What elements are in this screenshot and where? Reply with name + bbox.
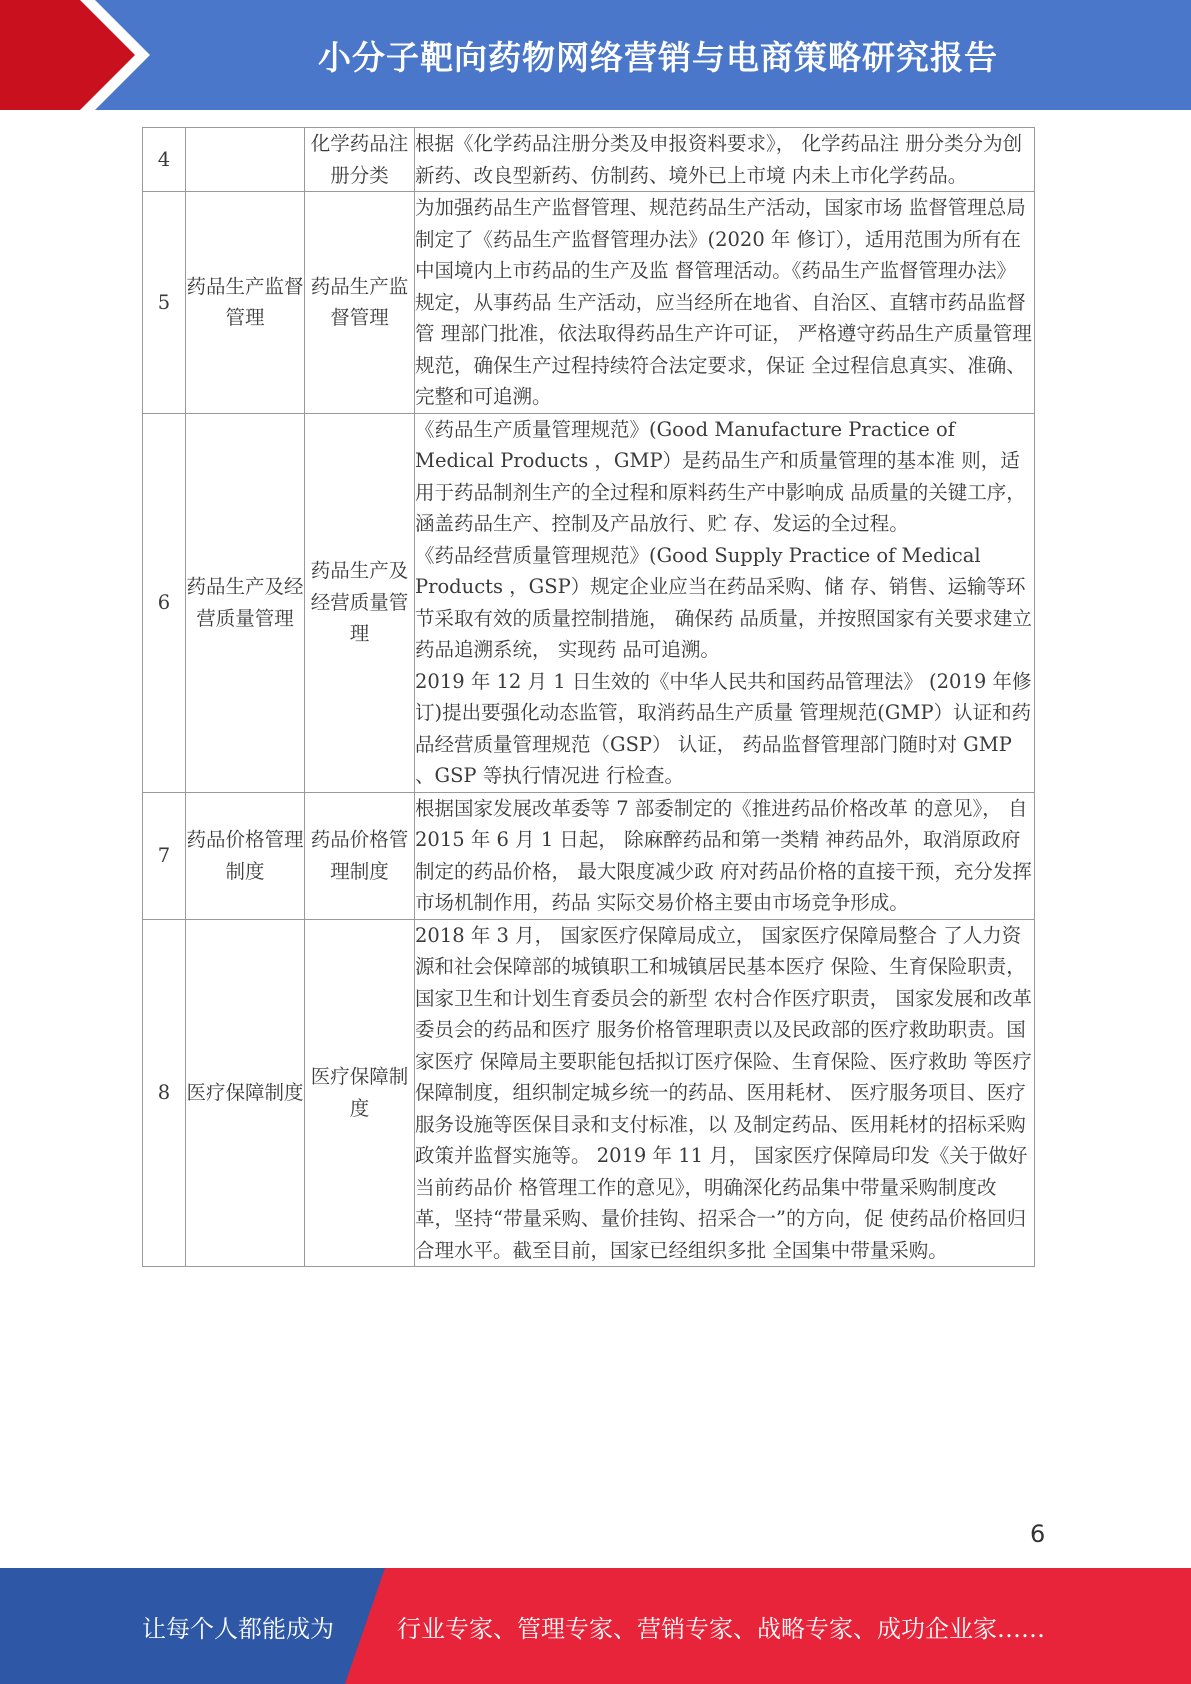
description-paragraph: 根据国家发展改革委等 7 部委制定的《推进药品价格改革 的意见》， 自 2015 年 6 月 1 日起， 除麻醉药品和第一类精 神药品外，取消原政府制定的药品价格， 最大限度减少政 府对药品价格的直接干预，充分发挥市场机制作用，药品 实际交易价格主要由市场竞争形成。 <box>415 796 1032 914</box>
page-number: 6 <box>1030 1520 1046 1548</box>
description-paragraph: 2019 年 12 月 1 日生效的《中华人民共和国药品管理法》 (2019 年修订)提出要强化动态监管，取消药品生产质量 管理规范(GMP）认证和药品经营质量管理规范（GSP） 认证， 药品监督管理部门随时对 GMP 、GSP 等执行情况进 行检查。 <box>415 669 1032 787</box>
description-paragraph: 根据《化学药品注册分类及申报资料要求》， 化学药品注 册分类分为创新药、改良型新药、仿制药、境外已上市境 内未上市化学药品。 <box>415 132 1023 187</box>
regulation-table <box>142 127 1035 1267</box>
row-name: 医疗保障制度 <box>305 919 415 1267</box>
row-number: 4 <box>143 128 186 192</box>
row-category: 药品价格管理制度 <box>186 792 305 919</box>
row-description <box>415 413 1035 792</box>
row-name: 化学药品注册分类 <box>305 128 415 192</box>
table-row <box>143 413 1035 792</box>
row-description <box>415 792 1035 919</box>
description-paragraph: 《药品生产质量管理规范》(Good Manufacture Practice of Medical Products ，GMP）是药品生产和质量管理的基本准 则，适用于药品制剂生产的全过程和原料药生产中影响成 品质量的关键工序， 涵盖药品生产、控制及产品放行、贮 存、发运的全过程。 <box>415 417 1026 535</box>
row-category: 药品生产监督管理 <box>186 192 305 414</box>
footer-slogan-right: 行业专家、管理专家、营销专家、战略专家、成功企业家…… <box>397 1614 1045 1643</box>
row-number: 8 <box>143 919 186 1267</box>
header-arrow-decoration <box>0 0 160 110</box>
row-number: 7 <box>143 792 186 919</box>
table-row <box>143 128 1035 192</box>
row-name: 药品价格管理制度 <box>305 792 415 919</box>
row-description <box>415 128 1035 192</box>
row-category: 药品生产及经营质量管理 <box>186 413 305 792</box>
row-number: 5 <box>143 192 186 414</box>
row-description <box>415 919 1035 1267</box>
description-paragraph: 《药品经营质量管理规范》(Good Supply Practice of Medical Products ，GSP）规定企业应当在药品采购、储 存、销售、运输等环节采取有效的质量控制措施， 确保药 品质量，并按照国家有关要求建立药品追溯系统， 实现药 品可追溯。 <box>415 543 1032 661</box>
description-paragraph: 为加强药品生产监督管理、规范药品生产活动，国家市场 监督管理总局制定了《药品生产监督管理办法》(2020 年 修订），适用范围为所有在中国境内上市药品的生产及监 督管理活动。《药品生产监督管理办法》规定，从事药品 生产活动，应当经所在地省、自治区、直辖市药品监督管 理部门批准，依法取得药品生产许可证， 严格遵守药品生产质量管理规范，确保生产过程持续符合法定要求，保证 全过程信息真实、准确、完整和可追溯。 <box>415 196 1032 408</box>
row-name: 药品生产监督管理 <box>305 192 415 414</box>
table-body <box>143 128 1035 1267</box>
table-row <box>143 919 1035 1267</box>
report-title: 小分子靶向药物网络营销与电商策略研究报告 <box>318 37 998 77</box>
description-paragraph: 2018 年 3 月， 国家医疗保障局成立， 国家医疗保障局整合 了人力资源和社会保障部的城镇职工和城镇居民基本医疗 保险、生育保险职责，国家卫生和计划生育委员会的新型 农村合作医疗职责， 国家发展和改革委员会的药品和医疗 服务价格管理职责以及民政部的医疗救助职责。国家医疗 保障局主要职能包括拟订医疗保险、生育保险、医疗救助 等医疗保障制度，组织制定城乡统一的药品、医用耗材、 医疗服务项目、医疗服务设施等医保目录和支付标准，以 及制定药品、医用耗材的招标采购政策并监督实施等。 2019 年 11 月， 国家医疗保障局印发《关于做好当前药品价 格管理工作的意见》，明确深化药品集中带量采购制度改 革，坚持“带量采购、量价挂钩、招采合一”的方向，促 使药品价格回归合理水平。截至目前，国家已经组织多批 全国集中带量采购。 <box>415 923 1032 1262</box>
footer-slogan-left: 让每个人都能成为 <box>142 1614 334 1643</box>
row-category: 医疗保障制度 <box>186 919 305 1267</box>
table-row <box>143 192 1035 414</box>
header-banner <box>0 0 1191 110</box>
row-name: 药品生产及经营质量管理 <box>305 413 415 792</box>
footer-banner <box>0 1568 1191 1684</box>
table-row <box>143 792 1035 919</box>
row-number: 6 <box>143 413 186 792</box>
row-category <box>186 128 305 192</box>
row-description <box>415 192 1035 414</box>
